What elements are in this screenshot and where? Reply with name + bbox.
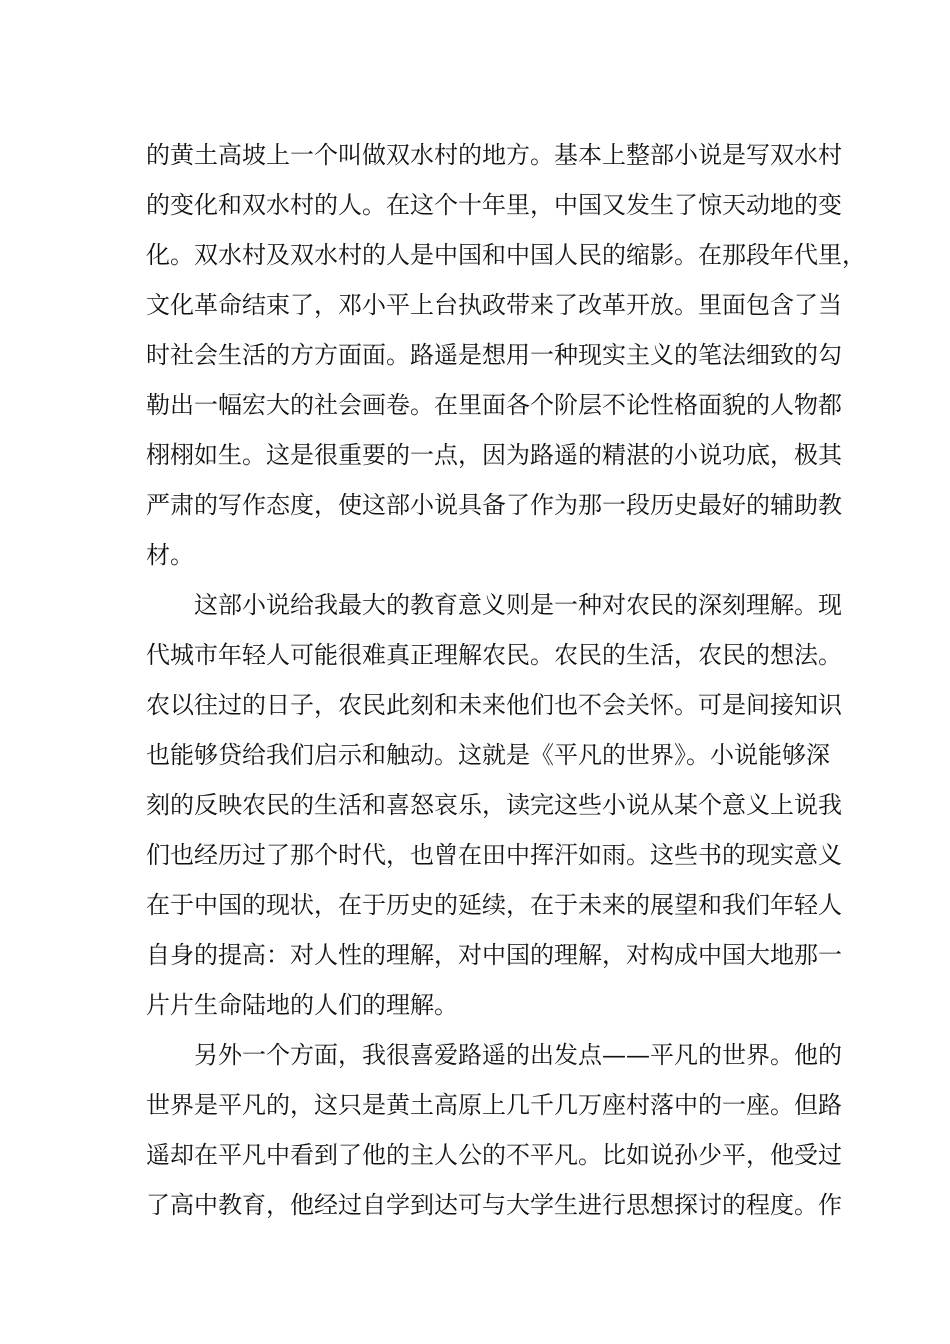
- text-line: 自身的提高：对人性的理解，对中国的理解，对构成中国大地那一: [146, 941, 842, 969]
- text-line: 了高中教育，他经过自学到达可与大学生进行思想探讨的程度。作: [146, 1191, 842, 1219]
- text-line: 片片生命陆地的人们的理解。: [146, 991, 458, 1019]
- body-text: [146, 130, 866, 1230]
- text-line: 勒出一幅宏大的社会画卷。在里面各个阶层不论性格面貌的人物都: [146, 391, 842, 419]
- text-line: 这部小说给我最大的教育意义则是一种对农民的深刻理解。现: [194, 591, 842, 619]
- text-line: 世界是平凡的，这只是黄土高原上几千几万座村落中的一座。但路: [146, 1091, 842, 1119]
- text-line: 的黄土高坡上一个叫做双水村的地方。基本上整部小说是写双水村: [146, 141, 842, 169]
- text-line: 的变化和双水村的人。在这个十年里，中国又发生了惊天动地的变: [146, 191, 842, 219]
- text-line: 另外一个方面，我很喜爱路遥的出发点——平凡的世界。他的: [194, 1041, 842, 1069]
- text-line: 文化革命结束了，邓小平上台执政带来了改革开放。里面包含了当: [146, 291, 842, 319]
- text-line: 也能够贷给我们启示和触动。这就是《平凡的世界》。小说能够深: [146, 741, 830, 769]
- text-line: 严肃的写作态度，使这部小说具备了作为那一段历史最好的辅助教: [146, 491, 842, 519]
- text-line: 农以往过的日子，农民此刻和未来他们也不会关怀。可是间接知识: [146, 691, 842, 719]
- text-line: 时社会生活的方方面面。路遥是想用一种现实主义的笔法细致的勾: [146, 341, 842, 369]
- text-line: 代城市年轻人可能很难真正理解农民。农民的生活，农民的想法。: [146, 641, 842, 669]
- text-line: 刻的反映农民的生活和喜怒哀乐，读完这些小说从某个意义上说我: [146, 791, 842, 819]
- text-line: 化。双水村及双水村的人是中国和中国人民的缩影。在那段年代里，: [146, 241, 866, 269]
- text-line: 在于中国的现状，在于历史的延续，在于未来的展望和我们年轻人: [146, 891, 842, 919]
- text-line: 材。: [146, 541, 194, 569]
- text-line: 们也经历过了那个时代，也曾在田中挥汗如雨。这些书的现实意义: [146, 841, 842, 869]
- text-line: 栩栩如生。这是很重要的一点，因为路遥的精湛的小说功底，极其: [146, 441, 842, 469]
- text-line: 遥却在平凡中看到了他的主人公的不平凡。比如说孙少平，他受过: [146, 1141, 842, 1169]
